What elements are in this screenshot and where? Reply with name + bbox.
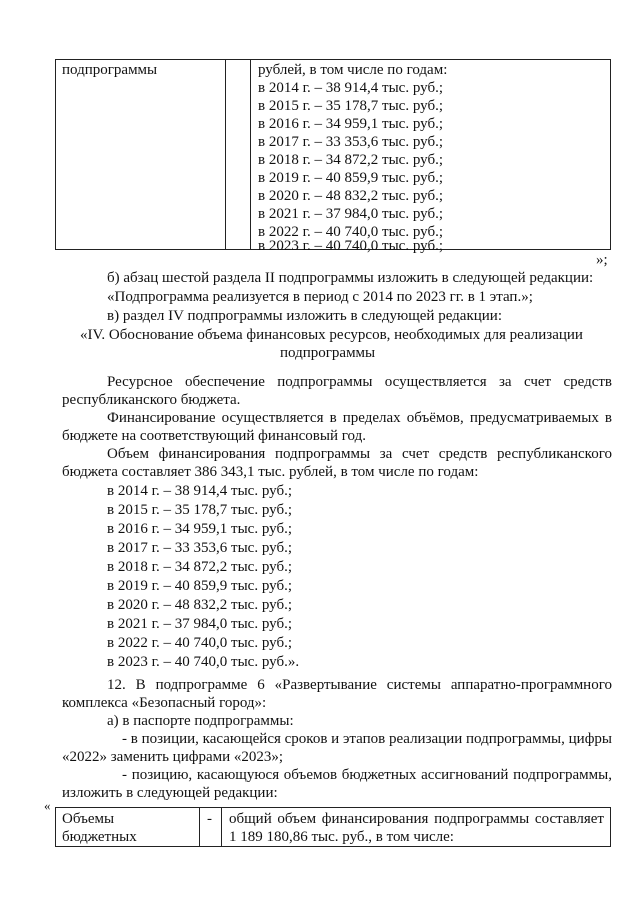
year-item: в 2017 г. – 33 353,6 тыс. руб.; bbox=[107, 540, 292, 556]
quote-period: «Подпрограмма реализуется в период с 2014 по 2023 гг. в 1 этап.»; bbox=[107, 289, 533, 305]
table-1-line: рублей, в том числе по годам: bbox=[258, 62, 448, 78]
item-12-line-1: 12. В подпрограмме 6 «Развертывание системы аппаратно-программного bbox=[107, 677, 612, 693]
volume-paragraph-line-2: бюджета составляет 386 343,1 тыс. рублей, в том числе по годам: bbox=[62, 464, 479, 480]
financing-paragraph-line-2: бюджете на соответствующий финансовый год. bbox=[62, 428, 366, 444]
item-12-line-2: комплекса «Безопасный город»: bbox=[62, 695, 267, 711]
table-1-line: в 2017 г. – 33 353,6 тыс. руб.; bbox=[258, 134, 443, 150]
table-1-line: в 2015 г. – 35 178,7 тыс. руб.; bbox=[258, 98, 443, 114]
item-12-position-2-line-2: изложить в следующей редакции: bbox=[62, 785, 278, 801]
year-item: в 2020 г. – 48 832,2 тыс. руб.; bbox=[107, 597, 292, 613]
table-1-col1-text: подпрограммы bbox=[62, 62, 158, 78]
table-2-col3-line: общий объем финансирования подпрограммы составляет bbox=[229, 811, 604, 827]
year-item: в 2015 г. – 35 178,7 тыс. руб.; bbox=[107, 502, 292, 518]
table-1-line: в 2016 г. – 34 959,1 тыс. руб.; bbox=[258, 116, 443, 132]
table-1-line: в 2020 г. – 48 832,2 тыс. руб.; bbox=[258, 188, 443, 204]
table-1-line: в 2018 г. – 34 872,2 тыс. руб.; bbox=[258, 152, 443, 168]
item-12-position-1-line-1: - в позиции, касающейся сроков и этапов реализации подпрограммы, цифры bbox=[122, 731, 612, 747]
item-12-a: а) в паспорте подпрограммы: bbox=[107, 713, 294, 729]
paragraph-b: б) абзац шестой раздела II подпрограммы изложить в следующей редакции: bbox=[107, 270, 594, 286]
table-2-col3-line: 1 189 180,86 тыс. руб., в том числе: bbox=[229, 829, 454, 845]
section-title-line-1: «IV. Обоснование объема финансовых ресурсов, необходимых для реализации bbox=[80, 327, 583, 343]
table-2-col1-line: Объемы bbox=[62, 811, 115, 827]
resources-paragraph-line-1: Ресурсное обеспечение подпрограммы осуществляется за счет средств bbox=[107, 374, 612, 390]
opening-quote-mark: « bbox=[44, 798, 51, 813]
table-1-line: в 2022 г. – 40 740,0 тыс. руб.; bbox=[258, 224, 443, 240]
year-item: в 2021 г. – 37 984,0 тыс. руб.; bbox=[107, 616, 292, 632]
table-2-dash: - bbox=[207, 811, 212, 827]
year-item: в 2018 г. – 34 872,2 тыс. руб.; bbox=[107, 559, 292, 575]
section-title-line-2: подпрограммы bbox=[280, 345, 376, 361]
year-item: в 2014 г. – 38 914,4 тыс. руб.; bbox=[107, 483, 292, 499]
year-item: в 2023 г. – 40 740,0 тыс. руб.». bbox=[107, 654, 300, 670]
table-1-line: в 2019 г. – 40 859,9 тыс. руб.; bbox=[258, 170, 443, 186]
closing-quote-mark: »; bbox=[596, 252, 608, 268]
resources-paragraph-line-2: республиканского бюджета. bbox=[62, 392, 241, 408]
item-12-position-1-line-2: «2022» заменить цифрами «2023»; bbox=[62, 749, 284, 765]
year-item: в 2022 г. – 40 740,0 тыс. руб.; bbox=[107, 635, 292, 651]
table-1-line: в 2014 г. – 38 914,4 тыс. руб.; bbox=[258, 80, 443, 96]
financing-paragraph-line-1: Финансирование осуществляется в пределах объёмов, предусматриваемых в bbox=[107, 410, 612, 426]
table-1-line: в 2021 г. – 37 984,0 тыс. руб.; bbox=[258, 206, 443, 222]
year-item: в 2016 г. – 34 959,1 тыс. руб.; bbox=[107, 521, 292, 537]
table-2-col1-line: бюджетных bbox=[62, 829, 137, 845]
paragraph-v: в) раздел IV подпрограммы изложить в следующей редакции: bbox=[107, 308, 502, 324]
year-item: в 2019 г. – 40 859,9 тыс. руб.; bbox=[107, 578, 292, 594]
item-12-position-2-line-1: - позицию, касающуюся объемов бюджетных ассигнований подпрограммы, bbox=[122, 767, 612, 783]
volume-paragraph-line-1: Объем финансирования подпрограммы за счет средств республиканского bbox=[107, 446, 612, 462]
table-1-line: в 2023 г. – 40 740,0 тыс. руб.; bbox=[258, 238, 443, 254]
